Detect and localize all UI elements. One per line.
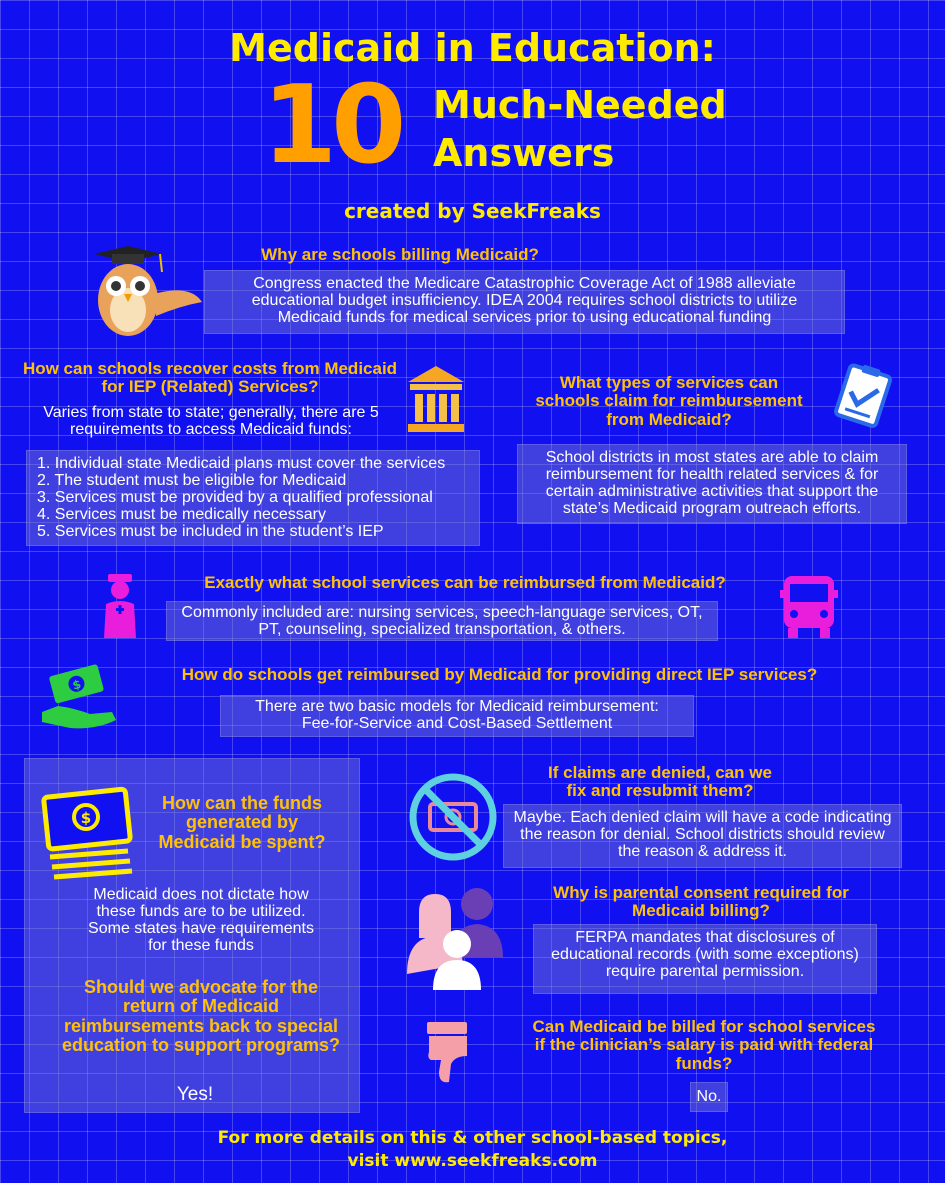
byline: created by SeekFreaks [344,199,601,223]
requirement-item: 1. Individual state Medicaid plans must cover the services [37,455,446,472]
requirements-list [37,455,469,540]
cash-stack-icon [40,785,136,885]
bank-building-icon [406,364,466,434]
parental-consent-answer: FERPA mandates that disclosures of educational records (with some exceptions) require parental permission. [533,924,877,994]
recover-costs-question: How can schools recover costs from Medicaid for IEP (Related) Services? [22,359,398,397]
why-billing-answer: Congress enacted the Medicare Catastrophic Coverage Act of 1988 alleviate educational budget insufficiency. IDEA 2004 requires school districts to utilize Medicaid funds for medical services prior to using educational funding [204,270,845,334]
types-services-question: What types of services can schools claim for reimbursement from Medicaid? [535,373,803,429]
requirement-item: 4. Services must be medically necessary [37,506,326,523]
footer-line-1: For more details on this & other school-based topics, [217,1128,728,1148]
funds-spent-question: How can the funds generated by Medicaid be spent? [158,793,326,852]
reimbursed-direct-answer [220,695,694,737]
funds-spent-answer: Medicaid does not dictate how these funds are to be utilized. Some states have requirements for these funds [88,886,314,954]
reimbursed-direct-answer-line-1: There are two basic models for Medicaid reimbursement: [255,698,659,715]
owl-graduate-icon [90,244,205,339]
svg-text:$: $ [80,809,92,827]
clipboard-check-icon [830,362,898,430]
claims-denied-question: If claims are denied, can we fix and resubmit them? [548,763,772,801]
parents-group-icon [405,882,507,992]
exact-services-question: Exactly what school services can be reimbursed from Medicaid? [204,573,726,592]
title-line-1: Medicaid in Education: [229,26,716,70]
advocate-question: Should we advocate for the return of Medicaid reimbursements back to special education to support programs? [61,977,340,1056]
federal-funds-question: Can Medicaid be billed for school services if the clinician’s salary is paid with federal funds? [532,1017,876,1073]
recover-costs-intro: Varies from state to state; generally, there are 5 requirements to access Medicaid funds: [43,404,379,438]
types-services-answer: School districts in most states are able to claim reimbursement for health related services & for certain administrative activities that support the state’s Medicaid program outreach efforts. [517,444,907,524]
claims-denied-answer: Maybe. Each denied claim will have a code indicating the reason for denial. School districts should review the reason & address it. [503,804,902,868]
school-bus-icon [780,574,838,640]
big-number: 10 [262,63,401,188]
requirement-item: 2. The student must be eligible for Medicaid [37,472,347,489]
parental-consent-question: Why is parental consent required for Medicaid billing? [553,883,849,921]
advocate-answer: Yes! [176,1084,214,1105]
footer-website-link[interactable]: visit www.seekfreaks.com [347,1151,598,1171]
exact-services-answer: Commonly included are: nursing services, speech-language services, OT, PT, counseling, specialized transportation, & others. [166,601,718,641]
thumbs-down-icon [425,1020,471,1086]
no-money-icon [406,770,500,864]
why-billing-question: Why are schools billing Medicaid? [261,245,539,264]
reimbursed-direct-question: How do schools get reimbursed by Medicaid for providing direct IEP services? [181,665,818,684]
requirement-item: 5. Services must be included in the student’s IEP [37,523,384,540]
nurse-icon [100,574,140,640]
reimbursed-direct-answer-line-2: Fee-for-Service and Cost-Based Settlement [301,715,613,732]
title-line-2: Much-Needed [433,83,727,127]
title-line-3: Answers [433,131,615,175]
money-hand-icon [40,662,118,732]
svg-text:$: $ [70,676,83,693]
federal-funds-answer: No. [690,1082,728,1112]
requirements-list-box [26,450,480,546]
requirement-item: 3. Services must be provided by a qualified professional [37,489,433,506]
